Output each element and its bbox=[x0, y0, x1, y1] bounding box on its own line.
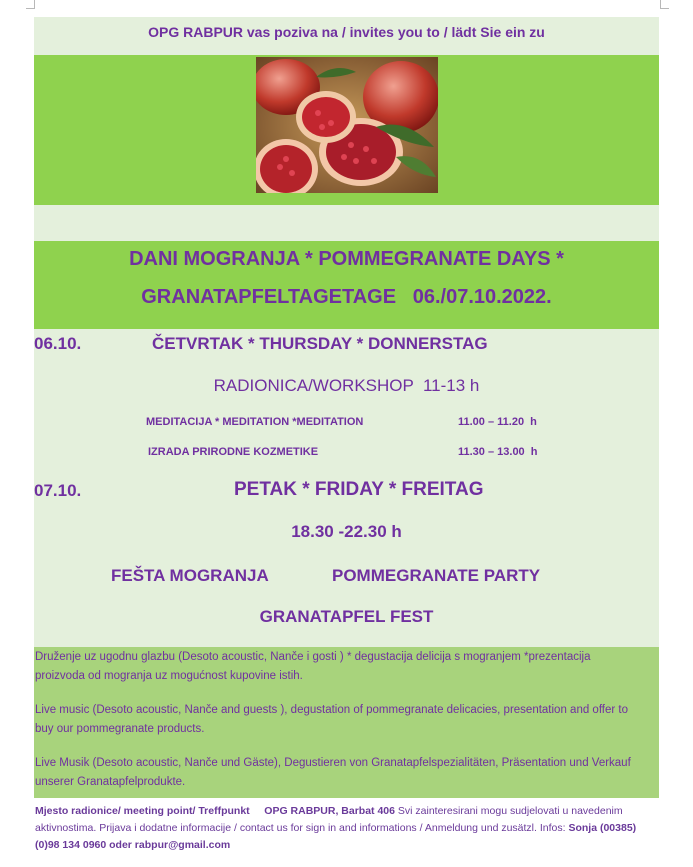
activity-cosmetics: IZRADA PRIRODNE KOZMETIKE bbox=[148, 446, 319, 458]
event-title-line-2: GRANATAPFELTAGETAGE 06./07.10.2022. bbox=[141, 286, 552, 308]
invitation-header: OPG RABPUR vas poziva na / invites you to / lädt Sie ein zu bbox=[148, 24, 545, 40]
meeting-point-label: Mjesto radionice/ meeting point/ Treffpunkt bbox=[35, 805, 250, 817]
day2-date: 07.10. bbox=[34, 481, 82, 500]
day1-name: ČETVRTAK * THURSDAY * DONNERSTAG bbox=[152, 334, 488, 353]
description-german: Live Musik (Desoto acoustic, Nanče und Gäste), Degustieren von Granatapfelspezialitäten, Präsentation und Verkauf unserer Granatapfelprodukte. bbox=[35, 757, 631, 788]
party-english: POMMEGRANATE PARTY bbox=[332, 566, 541, 585]
footer-meeting-point bbox=[35, 803, 655, 854]
margin-mark-top-right bbox=[660, 0, 669, 9]
party-croatian: FEŠTA MOGRANJA bbox=[111, 566, 269, 585]
description-croatian: Druženje uz ugodnu glazbu (Desoto acoustic, Nanče i gosti ) * degustacija delicija s mogranjem *prezentacija proizvoda od mogranja uz mogućnost kupovine istih. bbox=[35, 651, 591, 682]
margin-mark-top-left bbox=[26, 0, 35, 9]
description-english: Live music (Desoto acoustic, Nanče and guests ), degustation of pommegranate delicacies, presentation and offer to buy our pommegranate products. bbox=[35, 704, 629, 735]
event-title-line-1: DANI MOGRANJA * POMMEGRANATE DAYS * bbox=[129, 248, 564, 270]
activity-meditation: MEDITACIJA * MEDITATION *MEDITATION bbox=[146, 416, 364, 428]
workshop-label: RADIONICA/WORKSHOP 11-13 h bbox=[213, 376, 480, 395]
spacer-band bbox=[34, 205, 659, 241]
day2-name: PETAK * FRIDAY * FREITAG bbox=[234, 479, 484, 500]
party-german: GRANATAPFEL FEST bbox=[259, 607, 434, 626]
day2-time: 18.30 -22.30 h bbox=[291, 522, 402, 541]
meeting-point-place: OPG RABPUR, Barbat 406 bbox=[264, 805, 395, 817]
day1-date: 06.10. bbox=[34, 334, 82, 353]
footer-contact[interactable]: Sonja (00385) (0)98 134 0960 oder rabpur@gmail.com bbox=[35, 822, 637, 851]
footer-info: Svi zainteresirani mogu sudjelovati u navedenim aktivnostima. Prijava i dodatne informacije / contact us for sign in and informations / Anmeldung und zusätzl. Infos: bbox=[35, 805, 623, 834]
activity-cosmetics-time: 11.30 – 13.00 h bbox=[458, 446, 538, 458]
activity-meditation-time: 11.00 – 11.20 h bbox=[458, 416, 537, 428]
pomegranate-image bbox=[256, 57, 438, 193]
